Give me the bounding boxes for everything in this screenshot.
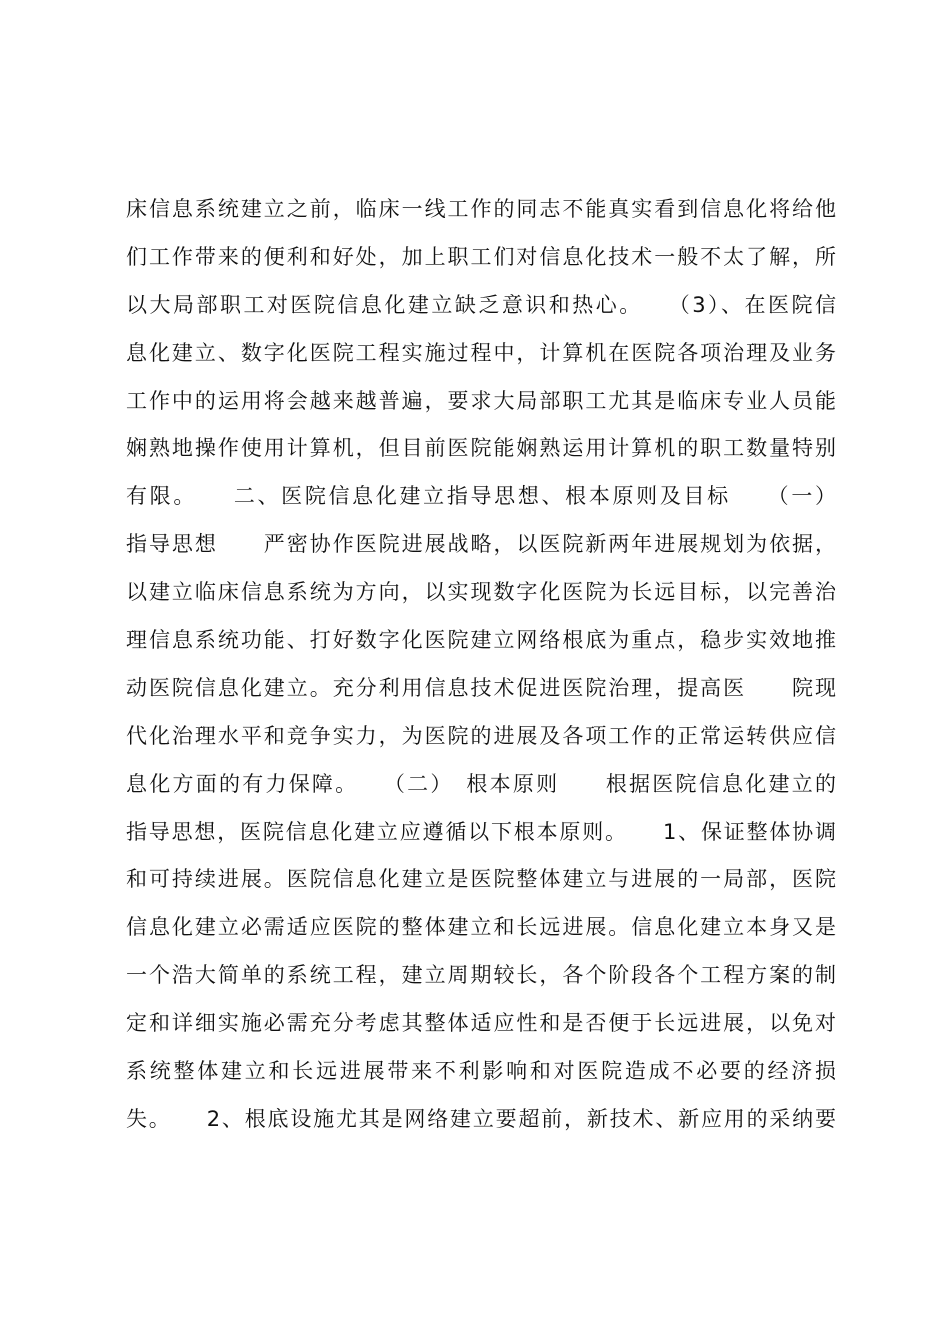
- text-line: 一个浩大简单的系统工程，建立周期较长，各个阶段各个工程方案的制: [126, 963, 836, 988]
- text-line: 息化建立、数字化医院工程实施过程中，计算机在医院各项治理及业务: [126, 340, 836, 365]
- text-line: 工作中的运用将会越来越普遍，要求大局部职工尤其是临床专业人员能: [126, 388, 836, 413]
- text-line: 以大局部职工对医院信息化建立缺乏意识和热心。 （3）、在医院信: [126, 292, 836, 317]
- text-line: 理信息系统功能、打好数字化医院建立网络根底为重点，稳步实效地推: [126, 628, 836, 653]
- text-line: 有限。 二、医院信息化建立指导思想、根本原则及目标 （一）: [126, 484, 836, 509]
- text-line: 们工作带来的便利和好处，加上职工们对信息化技术一般不太了解，所: [126, 244, 836, 269]
- text-line: 代化治理水平和竞争实力，为医院的进展及各项工作的正常运转供应信: [126, 723, 836, 748]
- text-line: 以建立临床信息系统为方向，以实现数字化医院为长远目标，以完善治: [126, 580, 836, 605]
- text-line: 指导思想 严密协作医院进展战略，以医院新两年进展规划为依据，: [126, 532, 836, 557]
- text-line: 和可持续进展。医院信息化建立是医院整体建立与进展的一局部，医院: [126, 867, 836, 892]
- text-line: 信息化建立必需适应医院的整体建立和长远进展。信息化建立本身又是: [126, 915, 836, 940]
- text-line: 动医院信息化建立。充分利用信息技术促进医院治理，提高医 院现: [126, 675, 836, 700]
- text-line: 床信息系统建立之前，临床一线工作的同志不能真实看到信息化将给他: [126, 197, 836, 221]
- text-line: 指导思想，医院信息化建立应遵循以下根本原则。 1、保证整体协调: [126, 819, 836, 844]
- body-text: [126, 186, 836, 1144]
- text-line: 息化方面的有力保障。 （二） 根本原则 根据医院信息化建立的: [126, 771, 836, 796]
- text-line: 定和详细实施必需充分考虑其整体适应性和是否便于长远进展，以免对: [126, 1011, 836, 1036]
- text-line: 失。 2、根底设施尤其是网络建立要超前，新技术、新应用的采纳要: [126, 1106, 836, 1131]
- text-line: 娴熟地操作使用计算机，但目前医院能娴熟运用计算机的职工数量特别: [126, 436, 836, 461]
- text-line: 系统整体建立和长远进展带来不利影响和对医院造成不必要的经济损: [126, 1059, 836, 1084]
